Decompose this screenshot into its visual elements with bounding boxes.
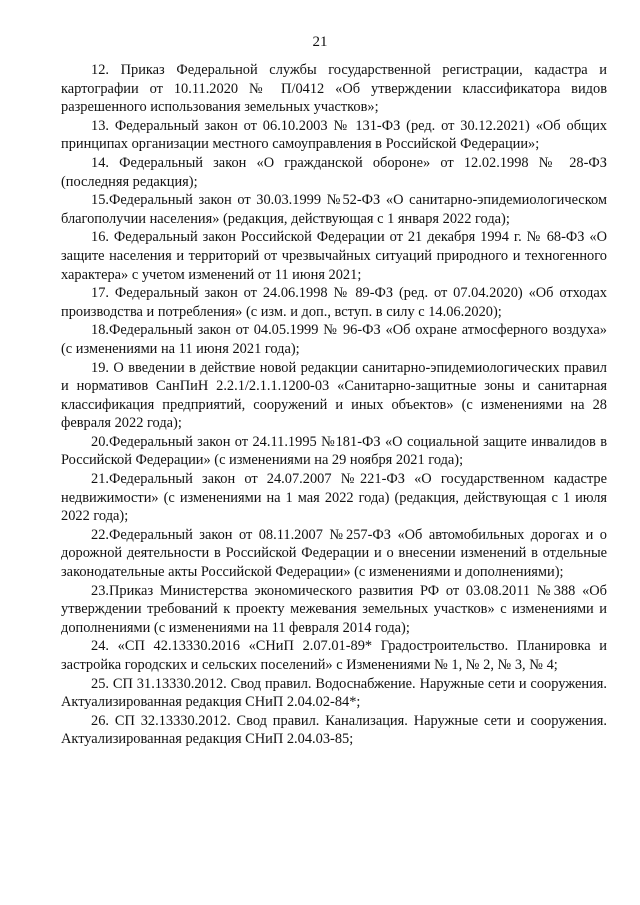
- page-number: 21: [312, 34, 328, 50]
- list-item: 25. СП 31.13330.2012. Свод правил. Водоснабжение. Наружные сети и сооружения. Актуализированная редакция СНиП 2.04.02-84*;: [61, 675, 607, 711]
- list-item: 16. Федеральный закон Российской Федерации от 21 декабря 1994 г. № 68-ФЗ «О защите населения и территорий от чрезвычайных ситуаций природного и техногенного характера» с учетом изменений от 11 июня 2021;: [61, 229, 607, 283]
- list-item: 18.Федеральный закон от 04.05.1999 № 96-ФЗ «Об охране атмосферного воздуха» (с изменениями на 11 июня 2021 года);: [61, 322, 607, 357]
- list-item: 12. Приказ Федеральной службы государственной регистрации, кадастра и картографии от 10.11.2020 № П/0412 «Об утверждении классификатора видов разрешенного использования земельных участков»;: [61, 62, 607, 116]
- list-item: 26. СП 32.13330.2012. Свод правил. Канализация. Наружные сети и сооружения. Актуализированная редакция СНиП 2.04.03-85;: [61, 712, 607, 748]
- list-item: 17. Федеральный закон от 24.06.1998 № 89-ФЗ (ред. от 07.04.2020) «Об отходах производства и потребления» (с изм. и доп., вступ. в силу с 14.06.2020);: [61, 285, 607, 320]
- references-list: [61, 61, 607, 749]
- list-item: 20.Федеральный закон от 24.11.1995 №181-ФЗ «О социальной защите инвалидов в Российской Федерации» (с изменениями на 29 ноября 2021 года);: [61, 433, 607, 469]
- list-item: 21.Федеральный закон от 24.07.2007 №221-ФЗ «О государственном кадастре недвижимости» (с изменениями на 1 мая 2022 года) (редакция, действующая с 1 июля 2022 года);: [61, 471, 607, 525]
- list-item: 24. «СП 42.13330.2016 «СНиП 2.07.01-89* Градостроительство. Планировка и застройка городских и сельских поселений» с Изменениями № 1, № 2, № 3, № 4;: [61, 638, 607, 673]
- list-item: 23.Приказ Министерства экономического развития РФ от 03.08.2011 №388 «Об утверждении требований к проекту межевания земельных участков» с изменениями и дополнениями (с изменениями на 11 февраля 2014 года);: [61, 582, 607, 636]
- list-item: 15.Федеральный закон от 30.03.1999 №52-ФЗ «О санитарно-эпидемиологическом благополучии населения» (редакция, действующая с 1 января 2022 года);: [61, 192, 607, 227]
- list-item: 22.Федеральный закон от 08.11.2007 №257-ФЗ «Об автомобильных дорогах и о дорожной деятельности в Российской Федерации и о внесении изменений в отдельные законодательные акты Российской Федерации» (с изменениями и дополнениями);: [61, 526, 607, 581]
- list-item: 19. О введении в действие новой редакции санитарно-эпидемиологических правил и нормативов СанПиН 2.2.1/2.1.1.1200-03 «Санитарно-защитные зоны и санитарная классификация предприятий, сооружений и иных объектов» (с изменениями на 28 февраля 2022 года);: [61, 359, 607, 432]
- list-item: 14. Федеральный закон «О гражданской обороне» от 12.02.1998 № 28-ФЗ (последняя редакция);: [61, 154, 607, 190]
- list-item: 13. Федеральный закон от 06.10.2003 № 131-ФЗ (ред. от 30.12.2021) «Об общих принципах организации местного самоуправления в Российской Федерации»;: [61, 117, 607, 153]
